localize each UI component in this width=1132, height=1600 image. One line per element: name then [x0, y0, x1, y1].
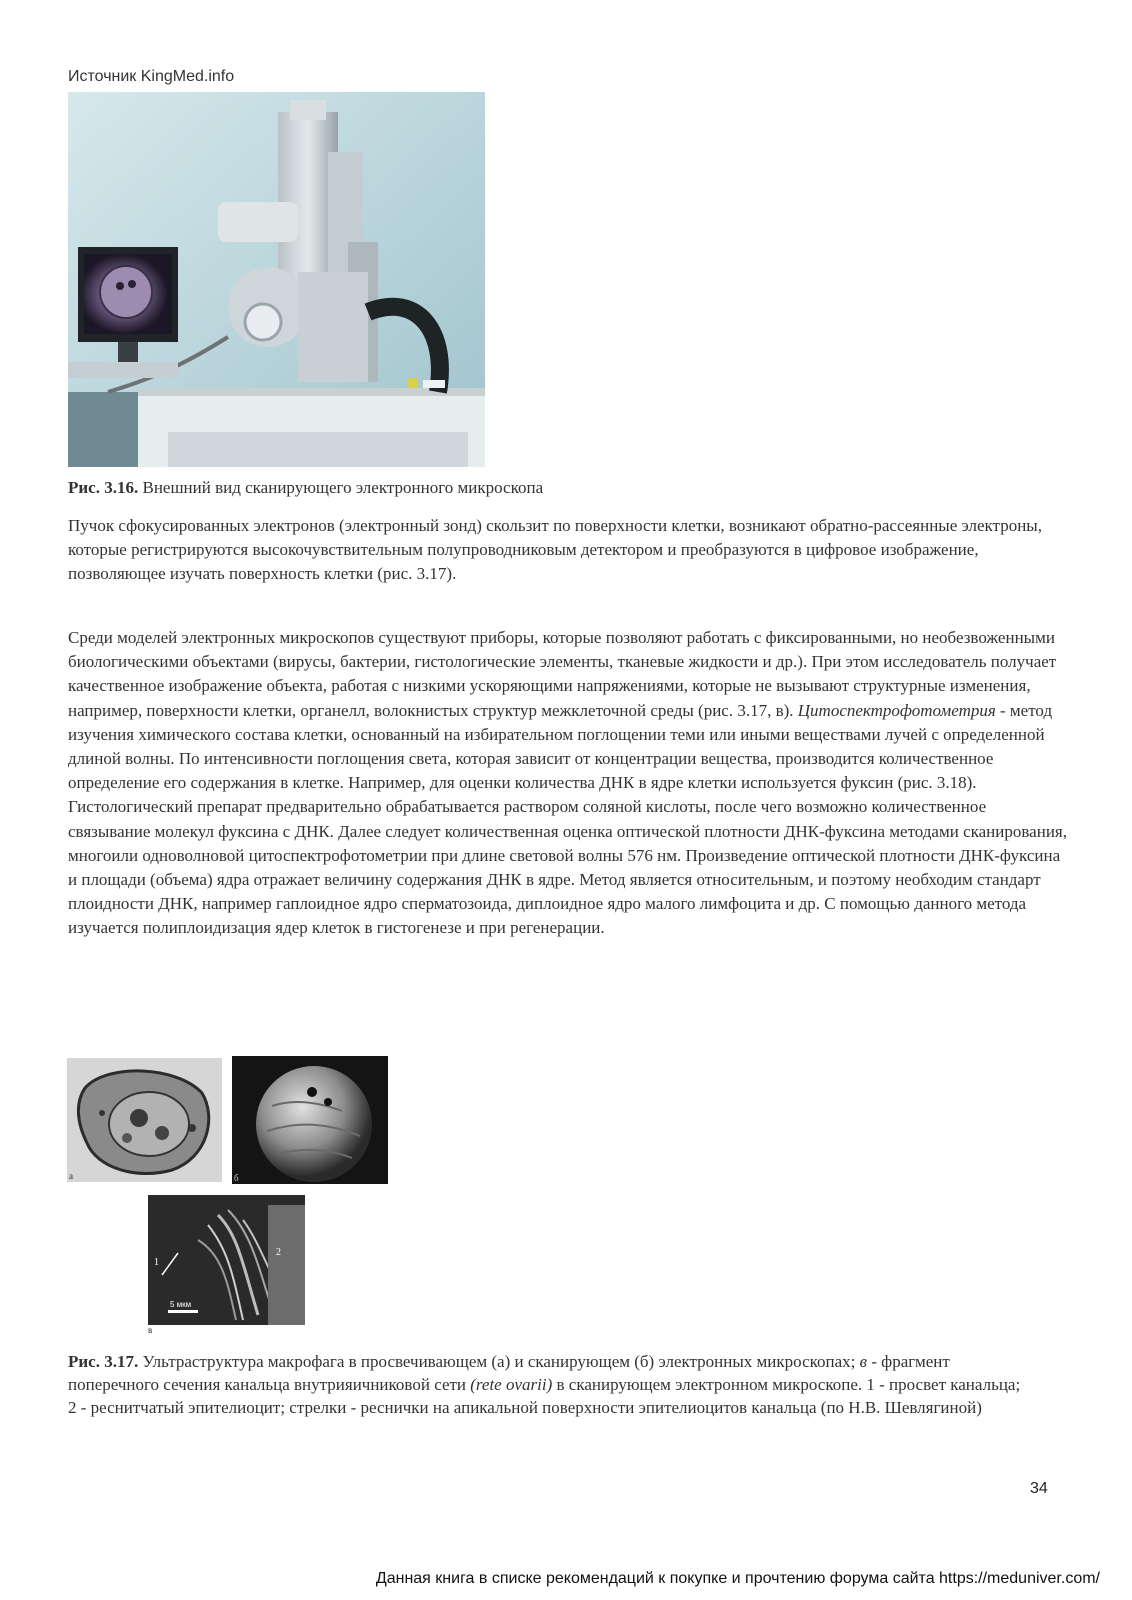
- term-cytospectrophotometry: Цитоспектрофотометрия: [797, 700, 996, 720]
- tem-macrophage-image: [67, 1058, 222, 1182]
- figure-317-label: Рис. 3.17.: [68, 1352, 139, 1371]
- figure-316-label: Рис. 3.16.: [68, 478, 139, 497]
- figure-317-caption-part-2: - фрагмент поперечного сечения канальца внутрияичниковой сети: [68, 1352, 950, 1394]
- figure-317-panel-a: [67, 1058, 222, 1182]
- figure-316-caption-text: Внешний вид сканирующего электронного микроскопа: [138, 478, 544, 497]
- page-number: 34: [1030, 1480, 1048, 1497]
- sem-macrophage-image: [232, 1056, 388, 1184]
- paragraph-2-part-1: Среди моделей электронных микроскопов существуют приборы, которые позволяют работать с фиксированными, но необезвоженными биологическими объектами (вирусы, бактерии, гистологические элементы, тканевые жидкости и др.). При этом исследователь получает качественное изображение объекта, работая с низкими ускоряющими напряжениями, которые не вызывают структурные изменения, например, поверхности клетки, органелл, волокнистых структур межклеточной среды (рис. 3.17, в).: [68, 628, 1057, 720]
- sem-microscope-photo: [68, 92, 485, 467]
- paragraph-2-part-2: - метод изучения химического состава клетки, основанный на избирательном поглощении теми или иными веществами лучей с определенной длиной волны. По интенсивности поглощения света, которая зависит от концентрации вещества, производится количественное определение его содержания в клетке. Например, для оценки количества ДНК в ядре клетки используется фуксин (рис. 3.18). Гистологический препарат предварительно обрабатывается раствором соляной кислоты, после чего возможно количественное связывание молекул фуксина с ДНК. Далее следует количественная оценка оптической плотности ДНК-фуксина методами сканирования, многоили одноволновой цитоспектрофотометрии при длине световой волны 576 нм. Произведение оптической плотности ДНК-фуксина и площади (объема) ядра отражает величину содержания ДНК в ядре. Метод является относительным, и поэтому необходим стандарт плоидности ДНК, например гаплоидное ядро сперматозоида, диплоидное ядро малого лимфоцита и др. С помощью данного метода изучается полиплоидизация ядер клеток в гистогенезе и при регенерации.: [68, 700, 1067, 938]
- figure-317-caption: [68, 1350, 1028, 1419]
- figure-317-caption-latin: (rete ovarii): [470, 1375, 553, 1394]
- arrow-label-1: 1: [154, 1257, 159, 1268]
- sem-microscope-illustration: [68, 92, 485, 467]
- figure-317-caption-part-3: в сканирующем электронном микроскопе. 1 - просвет канальца; 2 - реснитчатый эпителиоцит; стрелки - реснички на апикальной поверхности эпителиоцитов канальца (по Н.В. Шевлягиной): [68, 1375, 1021, 1417]
- figure-317-panel-c: [148, 1195, 305, 1325]
- source-header: Источник KingMed.info: [68, 68, 235, 85]
- figure-317-panel-b: [232, 1056, 388, 1184]
- paragraph-2: [68, 626, 1068, 941]
- paragraph-1: Пучок сфокусированных электронов (электронный зонд) скользит по поверхности клетки, возникают обратно-рассеянные электроны, которые регистрируются высокочувствительным полупроводниковым детектором и преобразуются в цифровое изображение, позволяющее изучать поверхность клетки (рис. 3.17).: [68, 516, 1042, 584]
- panel-c-letter: в: [148, 1325, 153, 1335]
- figure-316-caption: [68, 477, 1058, 499]
- figure-317-caption-part-1: Ультраструктура макрофага в просвечивающем (а) и сканирующем (б) электронных микроскопах;: [138, 1352, 860, 1371]
- panel-b-letter: б: [234, 1173, 239, 1183]
- scale-bar-label: 5 мкм: [170, 1300, 192, 1309]
- arrow-label-2: 2: [276, 1247, 281, 1258]
- figure-317-caption-letter: в: [859, 1352, 868, 1371]
- footer-recommendation: Данная книга в списке рекомендаций к покупке и прочтению форума сайта https://meduniver.com/: [375, 1570, 1100, 1587]
- panel-a-letter: а: [69, 1171, 73, 1181]
- rete-ovarii-sem-image: [148, 1195, 305, 1325]
